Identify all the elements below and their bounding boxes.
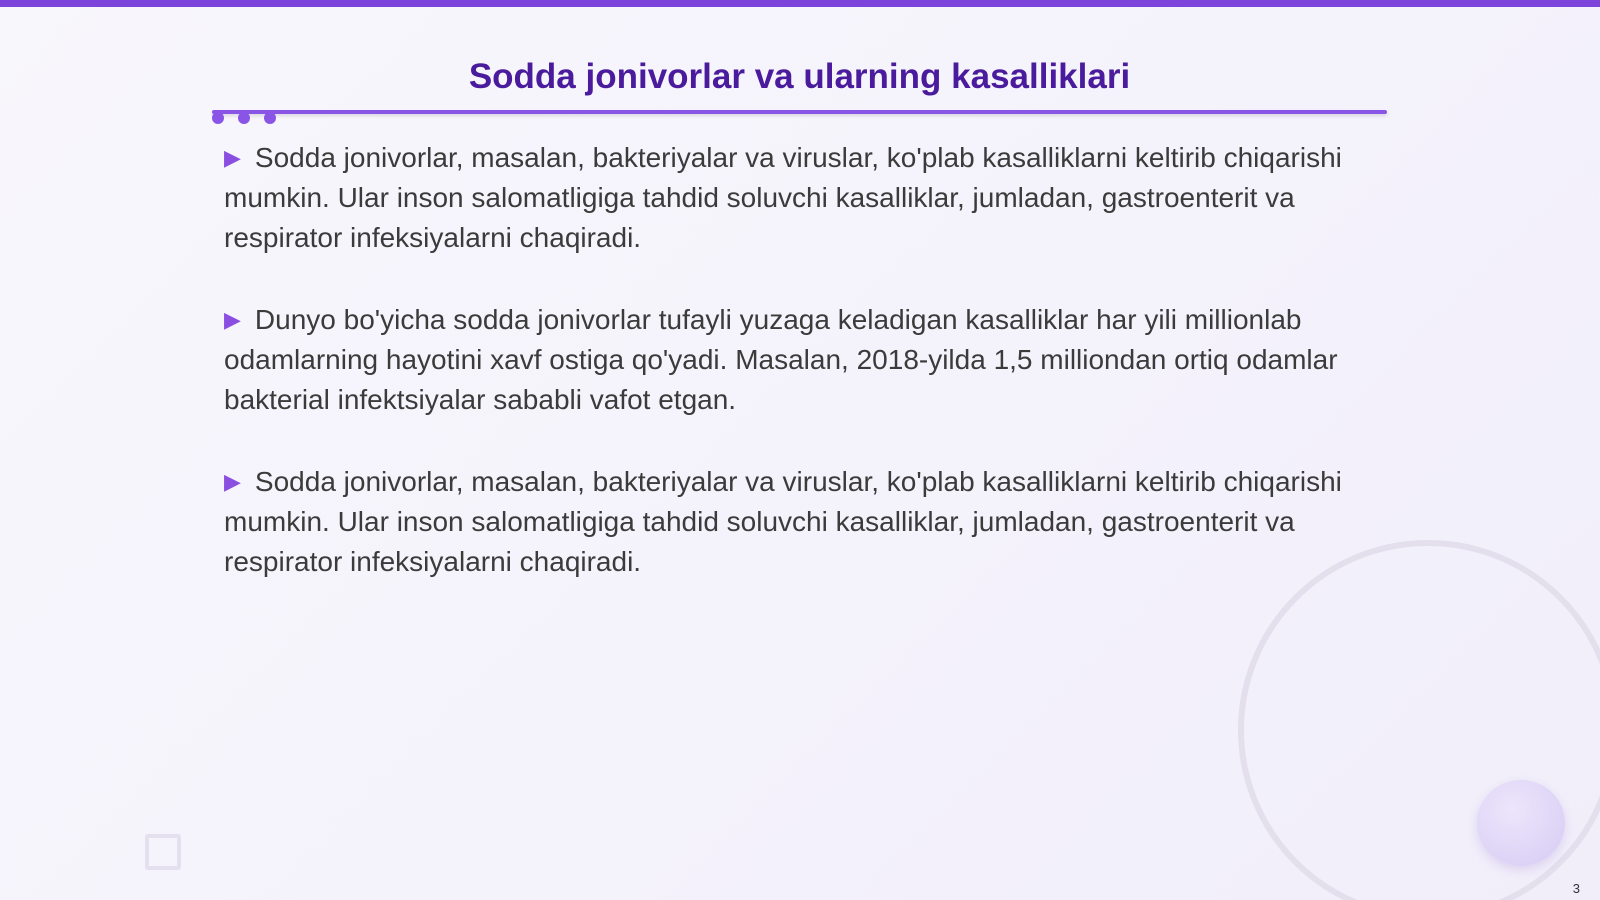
triangle-right-icon: ▶ [224,145,241,170]
bullet-item [224,462,1354,582]
page-number: 3 [1572,881,1580,896]
title-underline [212,110,1387,114]
title-decoration-dots [212,112,282,126]
triangle-right-icon: ▶ [224,469,241,494]
bullet-list [224,138,1354,624]
slide-title: Sodda jonivorlar va ularning kasalliklari [468,57,1131,96]
bullet-item [224,138,1354,258]
top-accent-bar [0,0,1600,7]
decorative-circle [1477,780,1565,866]
bullet-text: Dunyo bo'yicha sodda jonivorlar tufayli yuzaga keladigan kasalliklar har yili millionlab odamlarning hayotini xavf ostiga qo'yadi. Masalan, 2018-yilda 1,5 milliondan ortiq odamlar bakterial infektsiyalar sababli vafot etgan. [224,304,1338,415]
decoration-dot [238,112,250,124]
bullet-text: Sodda jonivorlar, masalan, bakteriyalar va viruslar, ko'plab kasalliklarni keltirib chiqarishi mumkin. Ular inson salomatligiga tahdid soluvchi kasalliklar, jumladan, gastroenterit va respirator infeksiyalarni chaqiradi. [224,142,1342,253]
decoration-dot [264,112,276,124]
bullet-item [224,300,1354,420]
bullet-text: Sodda jonivorlar, masalan, bakteriyalar va viruslar, ko'plab kasalliklarni keltirib chiqarishi mumkin. Ular inson salomatligiga tahdid soluvchi kasalliklar, jumladan, gastroenterit va respirator infeksiyalarni chaqiradi. [224,466,1342,577]
decorative-square [145,834,181,870]
decoration-dot [212,112,224,124]
triangle-right-icon: ▶ [224,307,241,332]
